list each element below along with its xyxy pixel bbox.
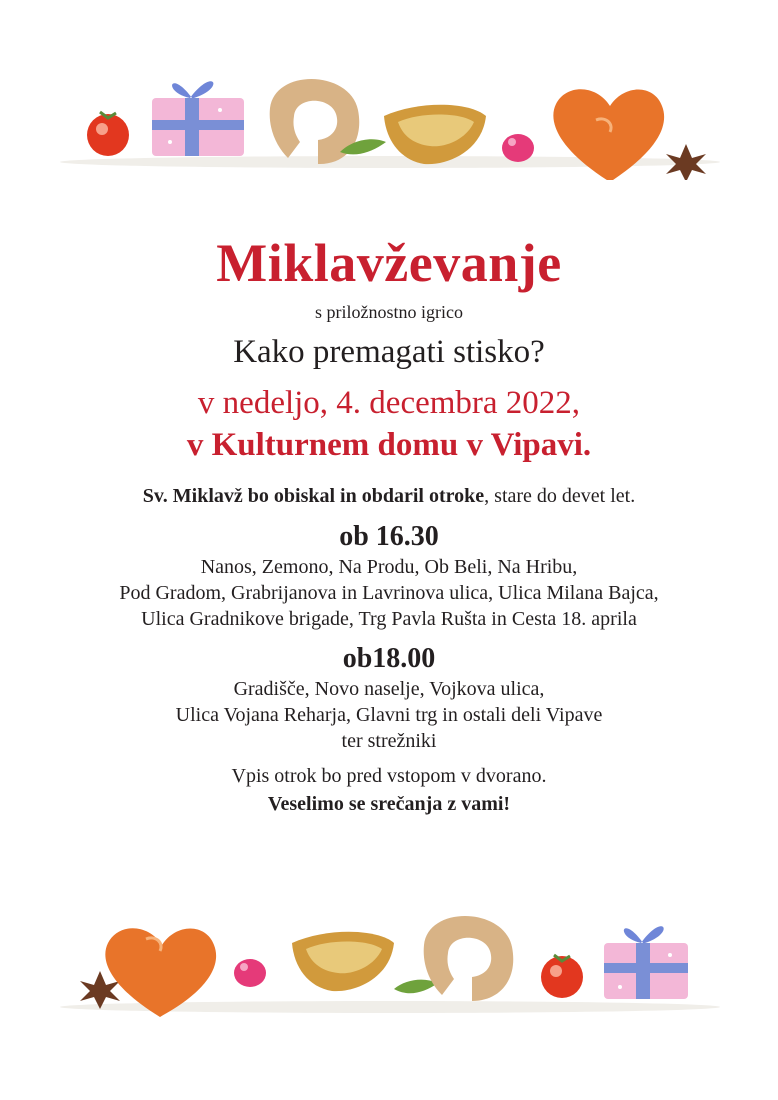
chili-pepper-icon <box>394 980 438 994</box>
session-2-line: Ulica Vojana Reharja, Glavni trg in ostali deli Vipave <box>175 704 603 726</box>
walnut-half-icon <box>384 105 486 164</box>
visit-info <box>0 482 778 510</box>
visit-info-bold: Sv. Miklavž bo obiskal in obdaril otroke <box>142 485 485 507</box>
session-2-line: Gradišče, Novo naselje, Vojkova ulica, <box>233 678 545 700</box>
pink-candy-icon <box>502 134 534 162</box>
pretzel-cookie-icon <box>424 916 514 1001</box>
top-decoration <box>0 40 778 180</box>
play-title: Kako premagati stisko? <box>233 334 545 370</box>
gift-box-icon <box>604 926 688 999</box>
tomato-icon <box>87 112 129 156</box>
page-title: Miklavževanje <box>216 233 562 293</box>
closing-line: Veselimo se srečanja z vami! <box>267 793 511 815</box>
session-2-line: ter strežniki <box>341 730 437 752</box>
visit-info-rest: , stare do devet let. <box>484 485 636 507</box>
invitation-content <box>0 228 778 818</box>
pink-candy-icon <box>234 959 266 987</box>
bottom-decoration <box>0 905 778 1045</box>
event-venue: v Kulturnem domu v Vipavi. <box>186 427 592 463</box>
gift-box-icon <box>152 81 244 156</box>
session-time-1: ob 16.30 <box>339 521 439 552</box>
event-date: v nedeljo, 4. decembra 2022, <box>197 385 581 421</box>
session-1-line: Pod Gradom, Grabrijanova in Lavrinova ulica, Ulica Milana Bajca, <box>119 582 659 604</box>
session-time-2: ob18.00 <box>342 643 436 674</box>
session-1-line: Nanos, Zemono, Na Produ, Ob Beli, Na Hribu, <box>200 556 578 578</box>
session-1-line: Ulica Gradnikove brigade, Trg Pavla Rušta in Cesta 18. aprila <box>141 608 637 630</box>
subtitle: s priložnostno igrico <box>315 302 463 322</box>
registration-note: Vpis otrok bo pred vstopom v dvorano. <box>231 765 547 787</box>
walnut-half-icon <box>292 932 394 991</box>
tomato-icon <box>541 955 583 998</box>
